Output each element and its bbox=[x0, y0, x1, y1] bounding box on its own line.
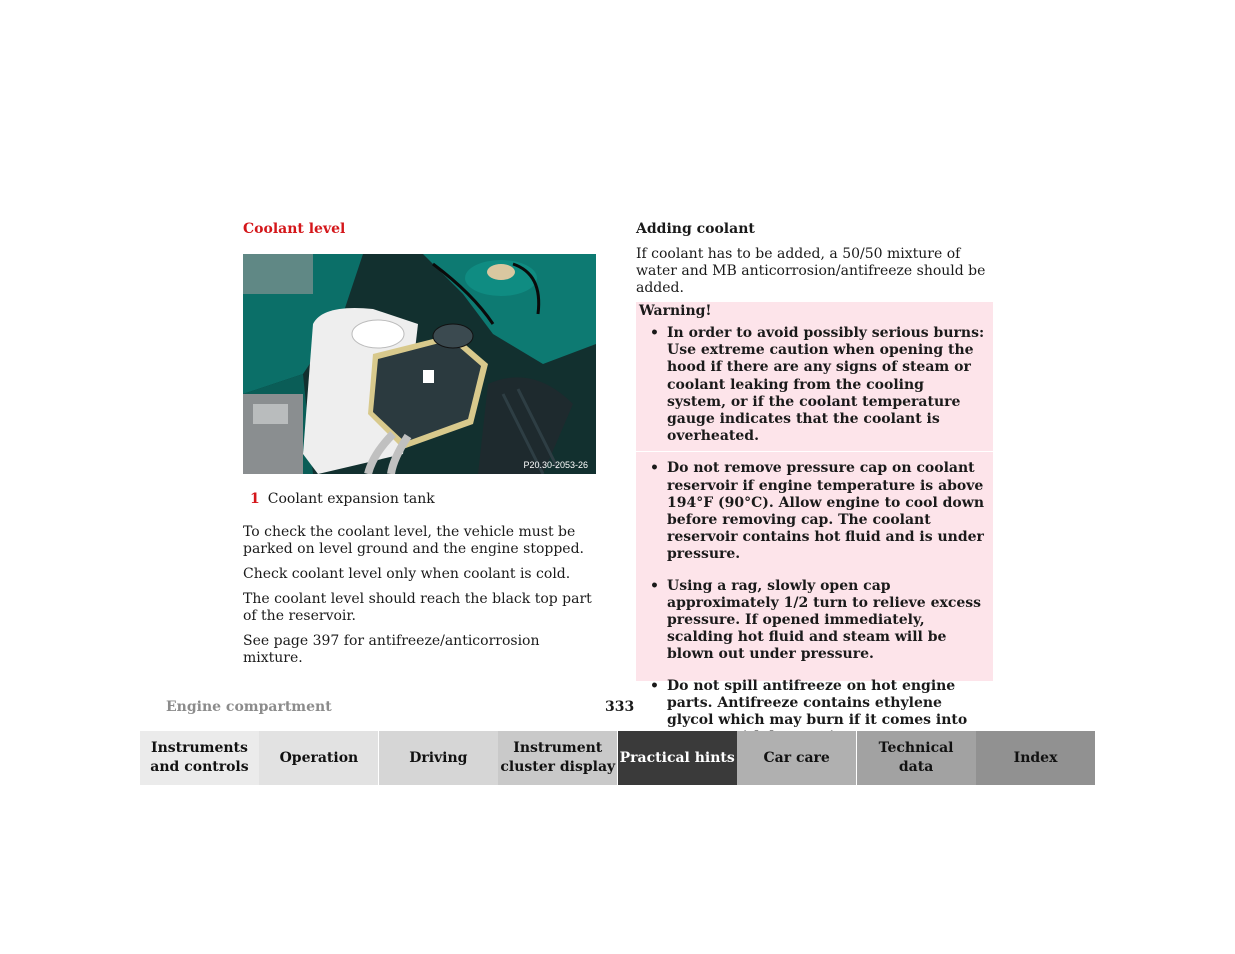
paragraph: The coolant level should reach the black top part of the reservoir. bbox=[243, 591, 592, 624]
footer-section-title: Engine compartment bbox=[166, 699, 332, 715]
caption-text: Coolant expansion tank bbox=[267, 491, 435, 507]
tab-driving[interactable] bbox=[379, 731, 498, 785]
callout-marker bbox=[423, 370, 434, 383]
tab-label: Instruments bbox=[151, 740, 248, 756]
tab-instrument-cluster-display[interactable] bbox=[498, 731, 617, 785]
warning-item-text: Do not spill antifreeze on hot engine parts. Antifreeze contains ethylene glycol which may burn if it comes into bbox=[667, 677, 968, 729]
tab-car-care[interactable] bbox=[737, 731, 856, 785]
tab-label: data bbox=[898, 759, 934, 775]
tab-label: Car care bbox=[763, 749, 830, 766]
engine-compartment-figure bbox=[243, 254, 596, 474]
tab-label: Index bbox=[1013, 749, 1058, 766]
tab-practical-hints[interactable] bbox=[618, 731, 737, 785]
tab-label: and controls bbox=[150, 759, 249, 775]
warning-title: Warning! bbox=[639, 303, 712, 319]
bullet-icon: • bbox=[650, 325, 659, 341]
chapter-nav bbox=[140, 731, 1095, 785]
tab-label: Instrument bbox=[513, 740, 603, 756]
figure-caption bbox=[250, 491, 435, 507]
tab-label: Technical bbox=[878, 740, 954, 756]
tab-technical-data[interactable] bbox=[857, 731, 976, 785]
figure-code: P20.30-2053-26 bbox=[523, 460, 588, 470]
section-title: Coolant level bbox=[243, 221, 346, 237]
adding-coolant-intro: If coolant has to be added, a 50/50 mixture of water and MB anticorrosion/antifreeze should be added. bbox=[636, 246, 986, 296]
paragraph: Check coolant level only when coolant is cold. bbox=[243, 566, 571, 582]
caption-number: 1 bbox=[250, 491, 260, 507]
tab-label: Operation bbox=[279, 749, 359, 766]
warning-item-text: In order to avoid possibly serious burns: Use extreme caution when opening the hood if there are any signs of steam or coolant leaking from the cooling system, or if the coolant temperature gauge indicates that the coolant is overheated. bbox=[667, 325, 985, 445]
tab-label: Practical hints bbox=[619, 749, 735, 766]
warning-item bbox=[636, 325, 993, 452]
warning-item bbox=[636, 578, 993, 670]
bullet-icon: • bbox=[650, 460, 659, 477]
engine-illustration bbox=[243, 254, 596, 474]
paragraph: To check the coolant level, the vehicle must be parked on level ground and the engine stopped. bbox=[243, 524, 584, 557]
warning-list bbox=[636, 325, 993, 760]
tab-operation[interactable] bbox=[259, 731, 378, 785]
warning-item bbox=[636, 460, 993, 569]
warning-box bbox=[636, 302, 993, 729]
left-body-text bbox=[243, 524, 603, 675]
tab-label: cluster display bbox=[500, 759, 616, 775]
tab-label: Driving bbox=[409, 749, 468, 766]
warning-item-text: Do not remove pressure cap on coolant reservoir if engine temperature is above 194°F (90°C). Allow engine to cool down before removing cap. The coolant reservoir contains hot fluid and is under pressure. bbox=[667, 460, 985, 563]
page-number: 333 bbox=[605, 699, 635, 715]
tab-instruments-and-controls[interactable] bbox=[140, 731, 259, 785]
bullet-icon: • bbox=[650, 677, 659, 694]
tab-index[interactable] bbox=[976, 731, 1095, 785]
warning-item-text: Using a rag, slowly open cap approximately 1/2 turn to relieve excess pressure. If opened immediately, scalding hot fluid and steam will be blown out under pressure. bbox=[667, 577, 982, 663]
adding-coolant-heading: Adding coolant bbox=[636, 221, 755, 237]
bullet-icon: • bbox=[650, 577, 659, 594]
paragraph: See page 397 for antifreeze/anticorrosion mixture. bbox=[243, 633, 540, 666]
